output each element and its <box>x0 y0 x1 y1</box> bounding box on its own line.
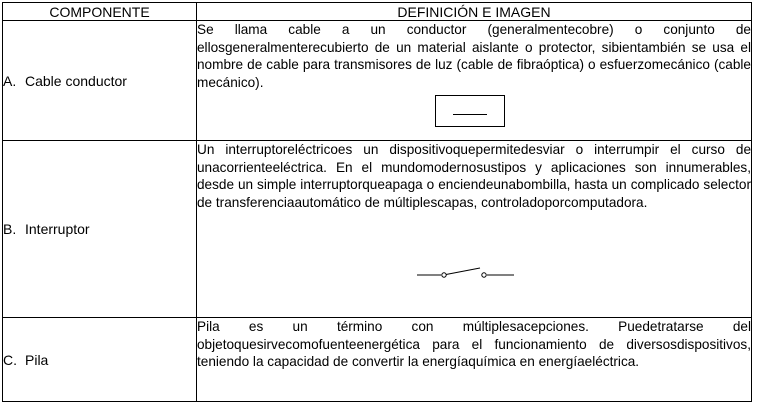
definition-cell <box>197 21 752 141</box>
row-letter: C. <box>3 351 17 368</box>
component-name: Pila <box>25 351 49 368</box>
table-row <box>3 21 752 141</box>
definition-cell <box>197 318 752 402</box>
component-name: Cable conductor <box>25 72 127 89</box>
definition-text: Se llama cable a un conductor (generalmentecobre) o conjunto de ellosgeneralmenterecubierto de un material aislante o protector, sibientambién se usa el nombre de cable para transmisores de luz (cable de fibraóptica) o esfuerzomecánico (cable mecánico). <box>197 22 751 90</box>
table-row <box>3 141 752 318</box>
definition-text: Un interruptoreléctricoes un dispositivoquepermitedesviar o interrumpir el curso de unacorrienteeléctrica. En el mundomodernosustipos y aplicaciones son innumerables, desde un simple interruptorqueapaga o enciendeunabombilla, hasta un complicado selector de transferenciaautomático de múltiplescapas, controladoporcomputadora. <box>197 142 751 210</box>
wire-symbol-icon <box>435 95 505 127</box>
header-component: COMPONENTE <box>3 3 197 21</box>
row-letter: A. <box>3 72 17 89</box>
definition-text: Pila es un término con múltiplesacepciones. Puedetratarse del objetoquesirvecomofuenteenergética para el funcionamiento de diversosdispositivos, teniendo la capacidad de convertir la energíaquímica en energíaeléctrica. <box>197 319 751 369</box>
definition-cell <box>197 141 752 318</box>
component-cell <box>3 318 197 402</box>
table-row <box>3 318 752 402</box>
component-name: Interruptor <box>25 221 90 237</box>
component-cell <box>3 21 197 141</box>
header-definition: DEFINICIÓN E IMAGEN <box>197 3 752 21</box>
components-table <box>2 2 752 402</box>
header-row <box>3 3 752 21</box>
row-letter: B. <box>3 221 17 237</box>
component-cell <box>3 141 197 318</box>
switch-symbol-icon <box>417 265 517 279</box>
